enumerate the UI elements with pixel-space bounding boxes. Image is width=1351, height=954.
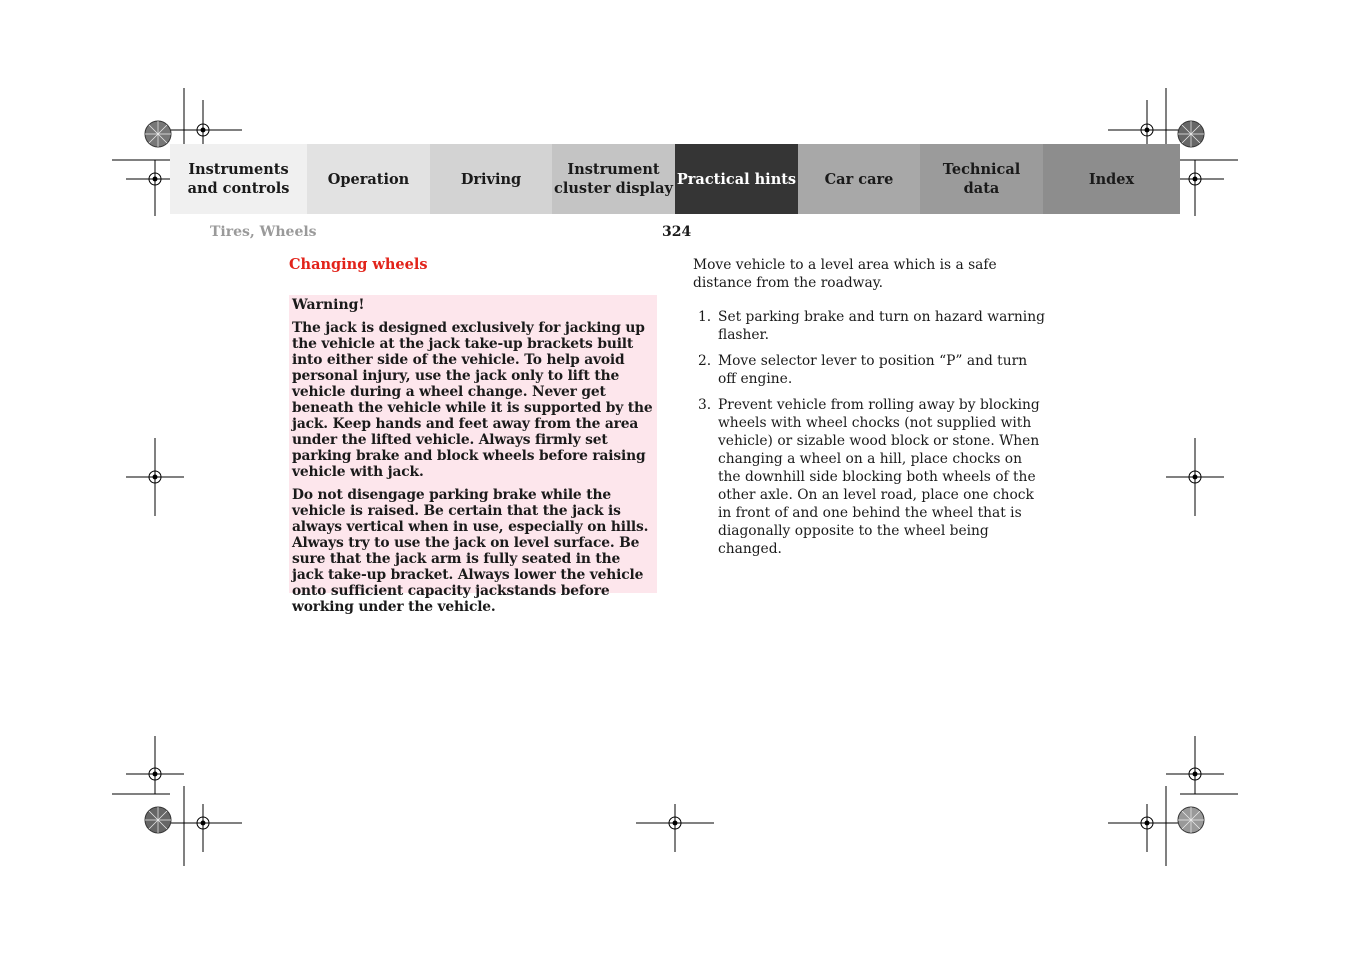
page-number: 324	[662, 224, 692, 240]
warning-paragraph: Do not disengage parking brake while the vehicle is raised. Be certain that the jack is always vertical when in use, especially on hills. Always try to use the jack on level surface. Be sure that the jack arm is fully seated in the jack take-up bracket. Always lower the vehicle onto sufficient capacity jackstands before working under the vehicle.	[292, 487, 649, 615]
warning-box	[289, 295, 657, 615]
step-item	[693, 308, 1048, 344]
step-text: Set parking brake and turn on hazard warning flasher.	[718, 309, 1045, 343]
tab-car-care[interactable]: Car care	[798, 144, 920, 214]
tab-technical-data[interactable]: Technical data	[920, 144, 1043, 214]
steps-list	[693, 308, 1048, 558]
warning-paragraph: The jack is designed exclusively for jacking up the vehicle at the jack take-up brackets built into either side of the vehicle. To help avoid personal injury, use the jack only to lift the vehicle during a wheel change. Never get beneath the vehicle while it is supported by the jack. Keep hands and feet away from the area under the lifted vehicle. Always firmly set parking brake and block wheels before raising vehicle with jack.	[292, 320, 653, 480]
page-heading: Changing wheels	[289, 256, 428, 273]
tab-operation[interactable]: Operation	[307, 144, 430, 214]
section-title: Tires, Wheels	[210, 224, 317, 240]
step-number: 3.	[698, 397, 712, 413]
tab-index[interactable]: Index	[1043, 144, 1180, 214]
step-text: Move selector lever to position “P” and turn off engine.	[718, 353, 1028, 387]
step-item	[693, 352, 1048, 388]
tab-instruments-and-controls[interactable]: Instruments and controls	[170, 144, 307, 214]
tab-practical-hints[interactable]: Practical hints	[675, 144, 798, 214]
tab-driving[interactable]: Driving	[430, 144, 552, 214]
step-text: Prevent vehicle from rolling away by blocking wheels with wheel chocks (not supplied with vehicle) or sizable wood block or stone. When changing a wheel on a hill, place chocks on the downhill side blocking both wheels of the other axle. On an level road, place one chock in front of and one behind the wheel that is diagonally opposite to the wheel being changed.	[718, 397, 1040, 557]
instructions-column	[693, 256, 1048, 566]
warning-title: Warning!	[292, 297, 365, 313]
tab-instrument-cluster-display[interactable]: Instrument cluster display	[552, 144, 675, 214]
step-number: 1.	[698, 309, 712, 325]
step-number: 2.	[698, 353, 712, 369]
chapter-tabs	[170, 144, 1180, 214]
step-item	[693, 396, 1048, 558]
intro-text: Move vehicle to a level area which is a safe distance from the roadway.	[693, 257, 997, 291]
